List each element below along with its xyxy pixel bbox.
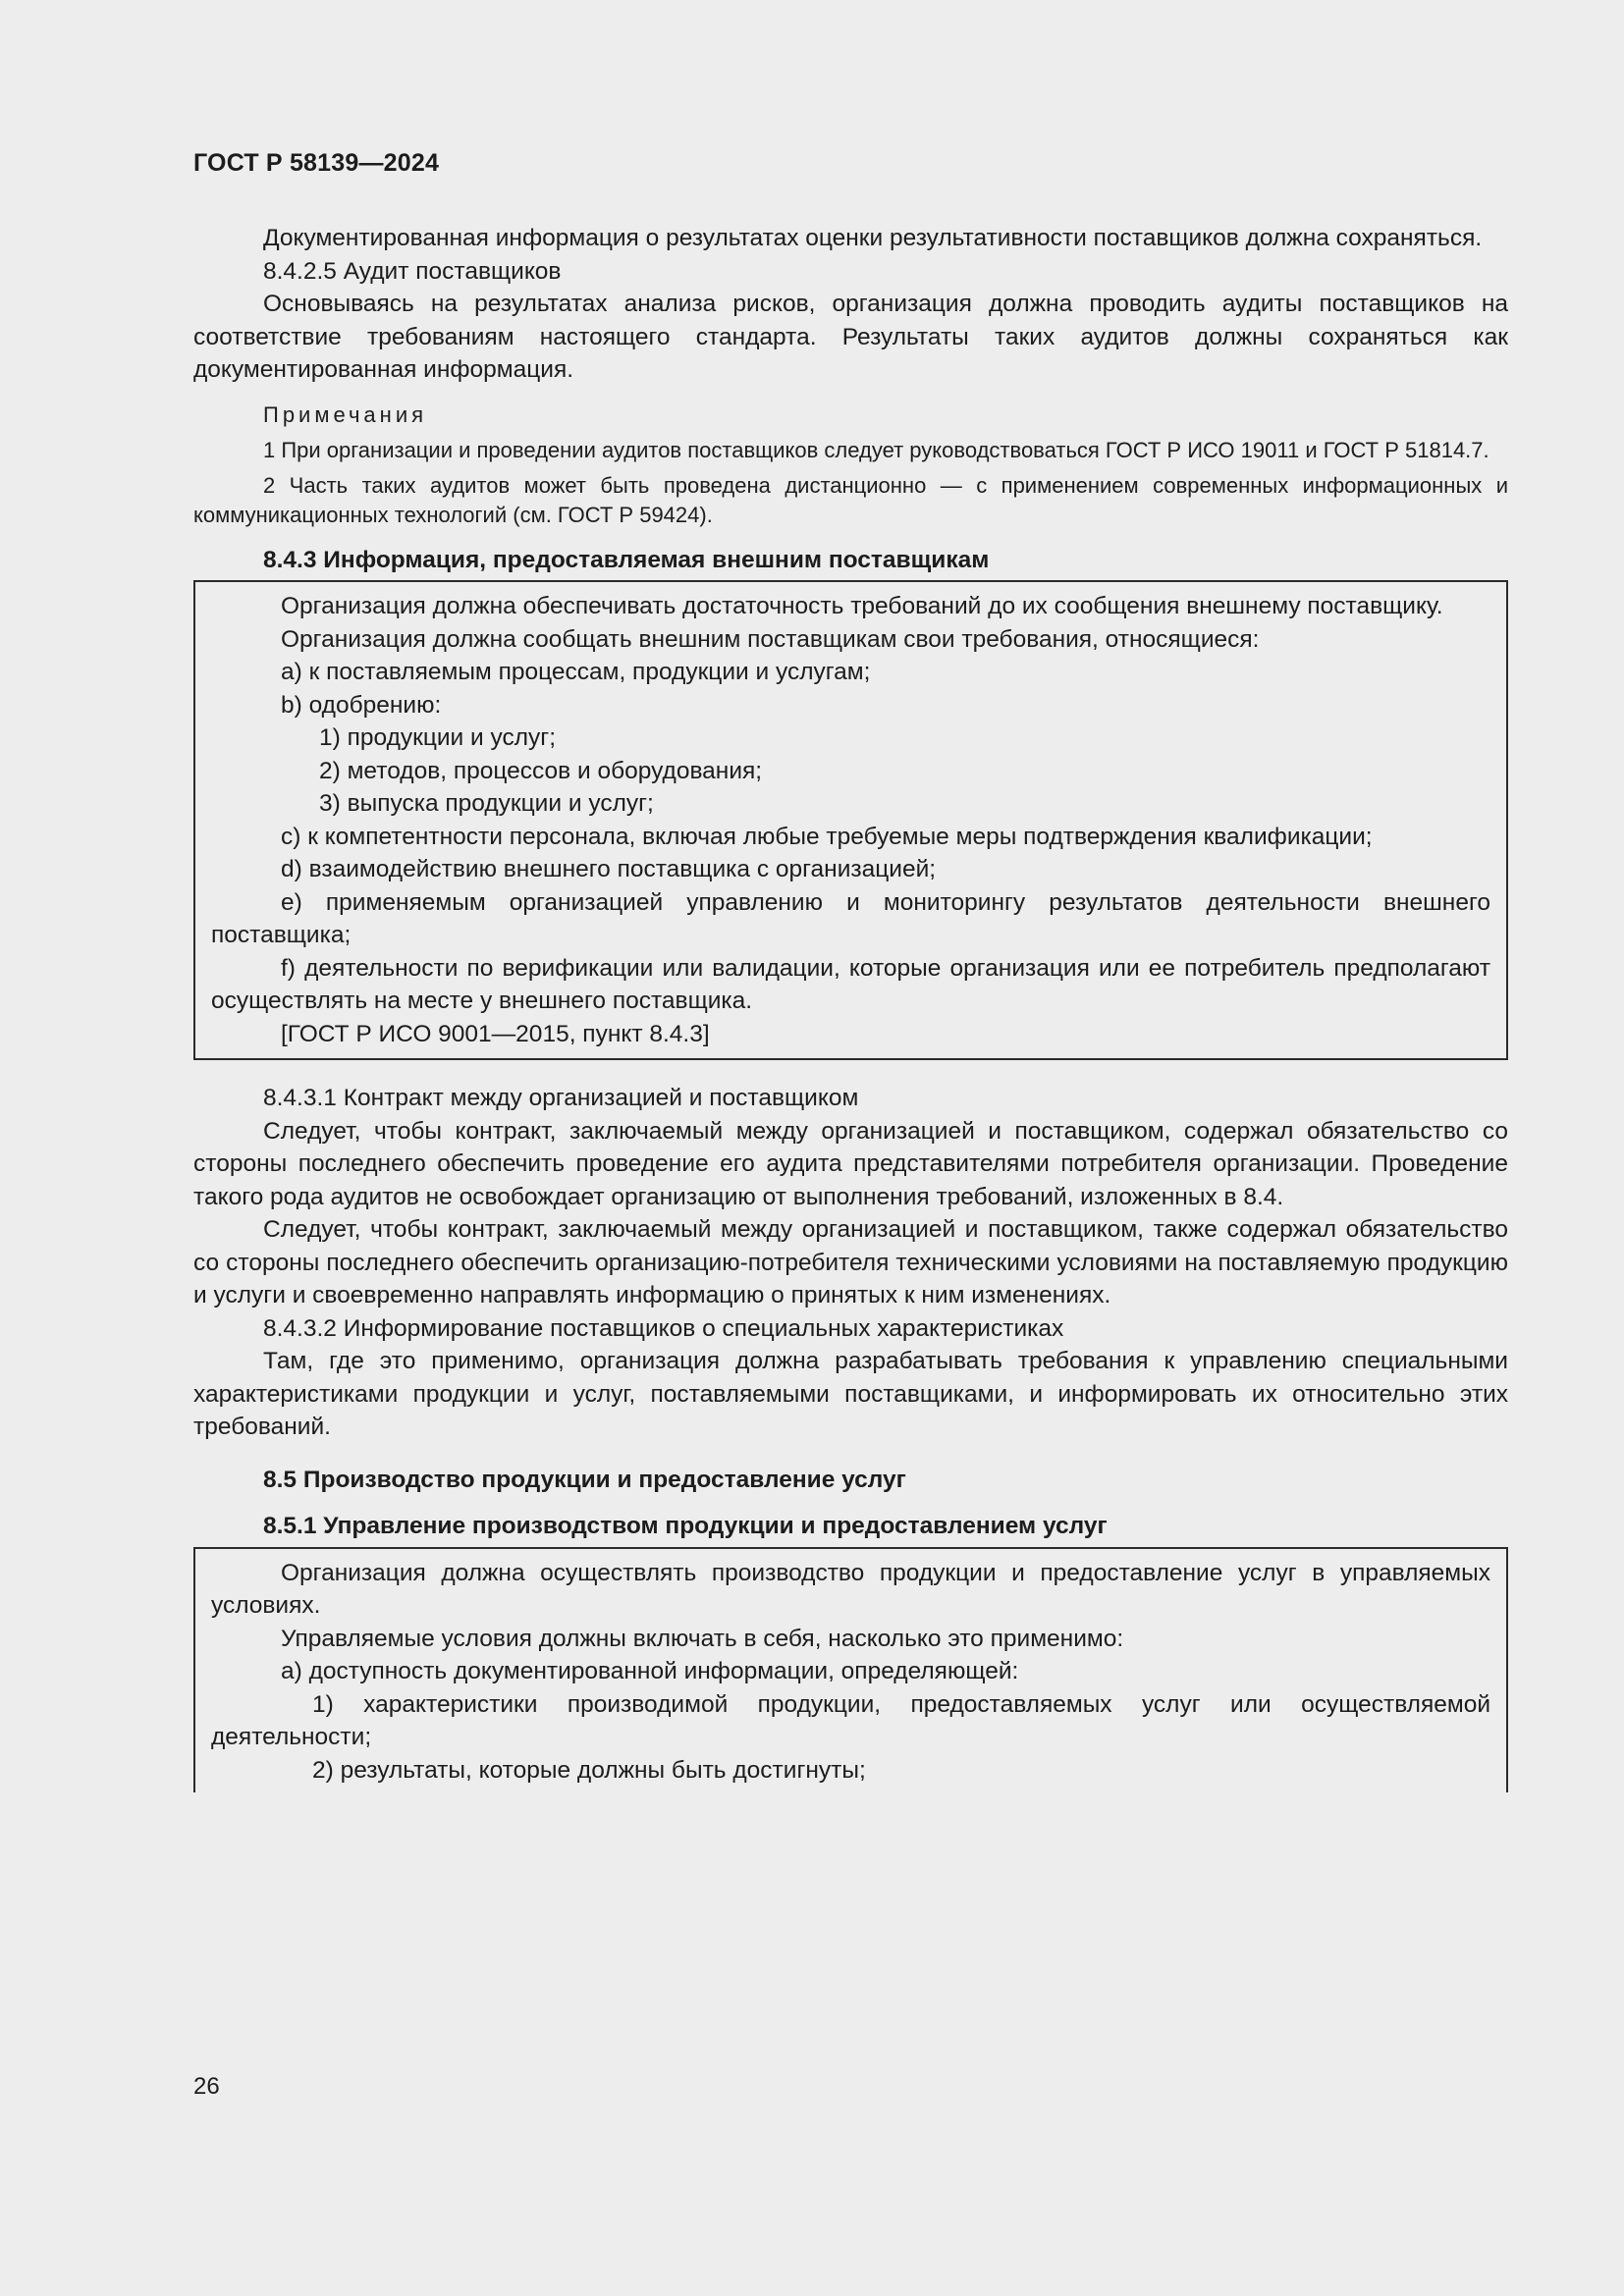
list-item-b3: 3) выпуска продукции и услуг; [319, 790, 654, 817]
list-item-b: b) одобрению: [281, 691, 442, 719]
section-heading-8-4-3: 8.4.3 Информация, предоставляемая внешним поставщикам [263, 546, 990, 573]
list-item-b2: 2) методов, процессов и оборудования; [319, 757, 763, 784]
paragraph: Документированная информация о результатах оценки результативности поставщиков должна сохраняться. [263, 225, 1483, 251]
box-paragraph: Организация должна обеспечивать достаточность требований до их сообщения внешнему поставщику. [281, 593, 1443, 619]
source-reference: [ГОСТ Р ИСО 9001—2015, пункт 8.4.3] [281, 1020, 710, 1047]
standard-header: ГОСТ Р 58139—2024 [193, 149, 440, 177]
quoted-requirements-box [193, 580, 1508, 1060]
list-item-a2: 2) результаты, которые должны быть достигнуты; [312, 1756, 866, 1784]
list-item-a: a) к поставляемым процессам, продукции и услугам; [281, 659, 871, 685]
note-1: 1 При организации и проведении аудитов поставщиков следует руководствоваться ГОСТ Р ИСО 19011 и ГОСТ Р 51814.7. [263, 437, 1489, 462]
list-item-b1: 1) продукции и услуг; [319, 724, 557, 751]
list-item-a1: 1) характеристики производимой продукции, предоставляемых услуг или осуществляемой деятельности; [211, 1690, 1490, 1750]
paragraph: Следует, чтобы контракт, заключаемый между организацией и поставщиком, содержал обязательство со стороны последнего обеспечить проведение его аудита представителями потребителя организации. Проведение такого рода аудитов не освобождает организацию от выполнения требований, изложенных в 8.4. [193, 1117, 1508, 1210]
page-content [193, 222, 1508, 1792]
box-paragraph: Организация должна сообщать внешним поставщикам свои требования, относящиеся: [281, 625, 1260, 653]
paragraph: Там, где это применимо, организация должна разрабатывать требования к управлению специальными характеристиками продукции и услуг, поставляемыми поставщиками, и информировать их относительно этих требований. [193, 1348, 1508, 1440]
list-item-e: e) применяемым организацией управлению и мониторингу результатов деятельности внешнего поставщика; [211, 888, 1490, 948]
paragraph: Следует, чтобы контракт, заключаемый между организацией и поставщиком, также содержал обязательство со стороны последнего обеспечить организацию-потребителя техническими условиями на поставляемую продукцию и услуги и своевременно направлять информацию о принятых к ним изменениях. [193, 1216, 1508, 1308]
list-item-a: a) доступность документированной информации, определяющей: [281, 1658, 1019, 1684]
section-heading-8-5-1: 8.5.1 Управление производством продукции и предоставлением услуг [263, 1513, 1108, 1539]
list-item-f: f) деятельности по верификации или валидации, которые организация или ее потребитель предполагают осуществлять на месте у внешнего поставщика. [211, 954, 1490, 1014]
notes-title: Примечания [263, 401, 428, 427]
list-item-d: d) взаимодействию внешнего поставщика с организацией; [281, 856, 937, 882]
section-heading-8-5: 8.5 Производство продукции и предоставление услуг [263, 1466, 906, 1493]
list-item-c: c) к компетентности персонала, включая любые требуемые меры подтверждения квалификации; [281, 823, 1373, 850]
note-2: 2 Часть таких аудитов может быть проведена дистанционно — с применением современных информационных и коммуникационных технологий (см. ГОСТ Р 59424). [193, 472, 1508, 527]
clause-heading: 8.4.2.5 Аудит поставщиков [263, 257, 562, 285]
quoted-requirements-box-continued [193, 1547, 1508, 1793]
box-paragraph: Организация должна осуществлять производство продукции и предоставление услуг в управляемых условиях. [211, 1559, 1490, 1619]
box-paragraph: Управляемые условия должны включать в себя, насколько это применимо: [281, 1625, 1124, 1652]
clause-heading: 8.4.3.1 Контракт между организацией и поставщиком [263, 1085, 859, 1111]
clause-heading: 8.4.3.2 Информирование поставщиков о специальных характеристиках [263, 1314, 1064, 1342]
paragraph: Основываясь на результатах анализа рисков, организация должна проводить аудиты поставщиков на соответствие требованиям настоящего стандарта. Результаты таких аудитов должны сохраняться как документированная информация. [193, 291, 1508, 383]
page-number: 26 [193, 2073, 220, 2100]
